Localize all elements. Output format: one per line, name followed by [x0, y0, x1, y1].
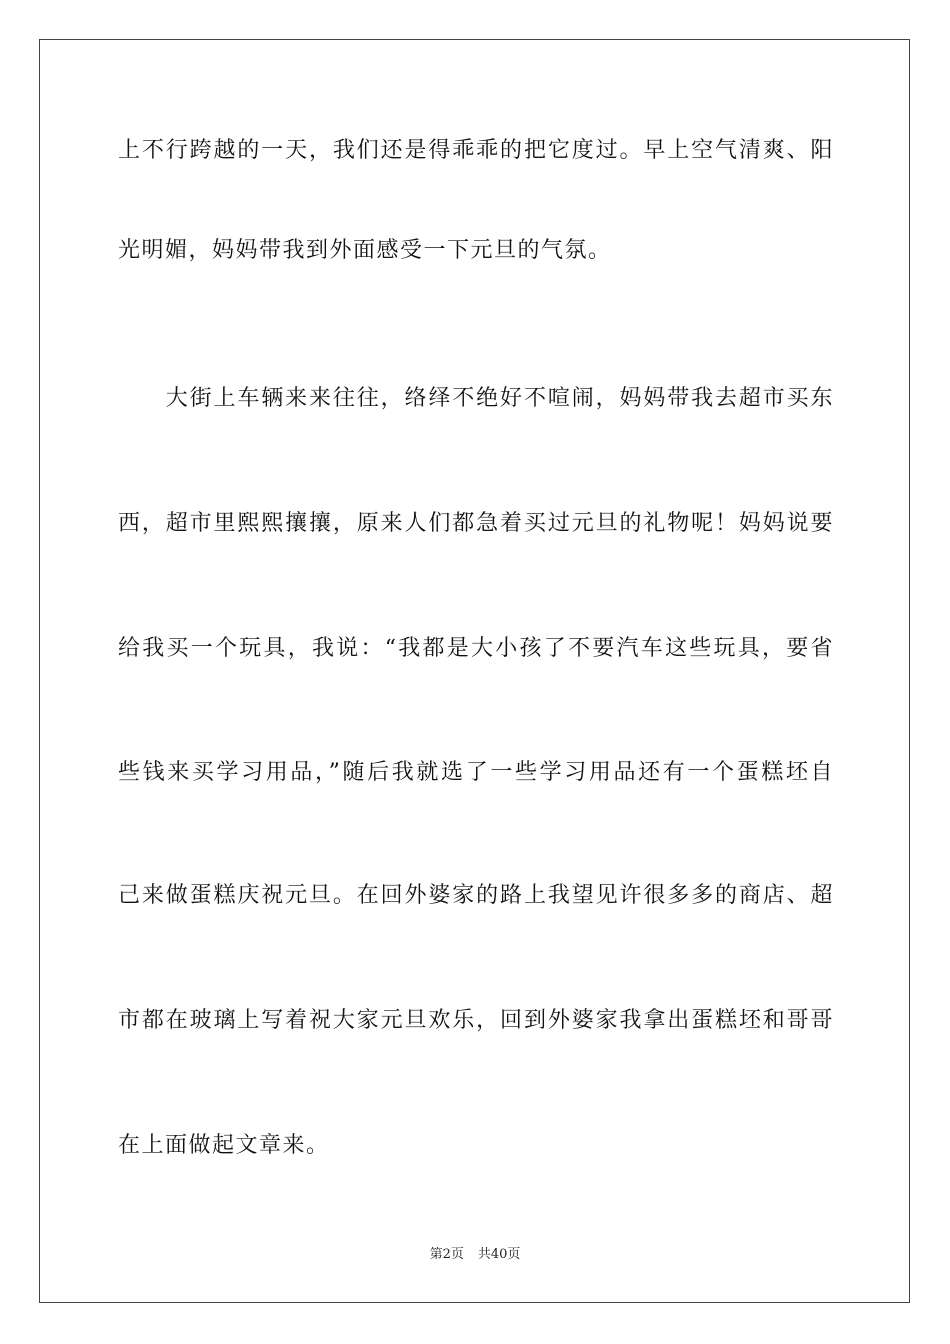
text-line-1: 上不行跨越的一天，我们还是得乖乖的把它度过。早上空气清爽、阳: [118, 138, 834, 163]
text-line-5: 给我买一个玩具，我说：“我都是大小孩了不要汽车这些玩具，要省: [118, 636, 834, 661]
text-line-7: 己来做蛋糕庆祝元旦。在回外婆家的路上我望见许很多多的商店、超: [118, 883, 834, 908]
text-line-2: 光明媚，妈妈带我到外面感受一下元旦的气氛。: [118, 238, 612, 263]
text-line-6: 些钱来买学习用品，”随后我就选了一些学习用品还有一个蛋糕坯自: [118, 760, 834, 785]
page-border: [39, 39, 910, 1303]
text-line-4: 西，超市里熙熙攘攘，原来人们都急着买过元旦的礼物呢！妈妈说要: [118, 511, 834, 536]
page-number: 第2页: [429, 1247, 464, 1262]
total-pages: 共40页: [477, 1247, 521, 1262]
text-line-9: 在上面做起文章来。: [118, 1133, 330, 1158]
text-line-8: 市都在玻璃上写着祝大家元旦欢乐，回到外婆家我拿出蛋糕坯和哥哥: [118, 1008, 834, 1033]
page-footer: [0, 1246, 950, 1264]
text-line-3: 大街上车辆来来往往，络绎不绝好不喧闹，妈妈带我去超市买东: [118, 386, 834, 411]
